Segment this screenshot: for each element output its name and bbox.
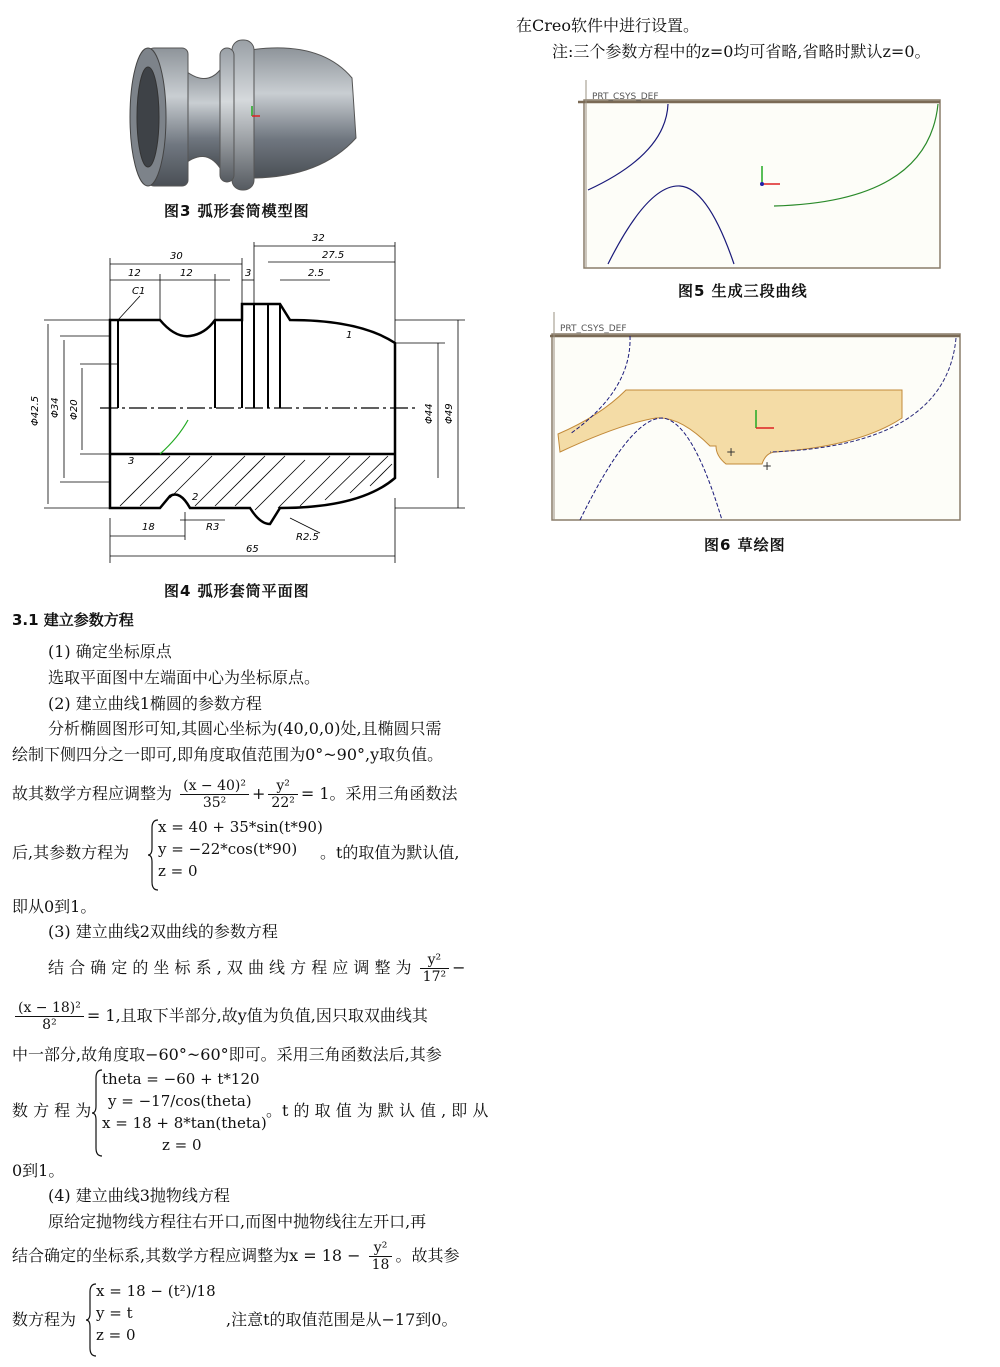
eq3-frac: $\frac{\text{y²}}{18}$ <box>369 1240 393 1273</box>
fig5-csys-label: PRT_CSYS_DEF <box>592 92 659 102</box>
right-text-line2: 注:三个参数方程中的z=0均可省略,省略时默认z=0。 <box>552 42 931 61</box>
dim-phi49: Φ49 <box>444 403 455 424</box>
sys1-line-3: z = 0 <box>158 862 198 880</box>
para-13b: 。t 的 取 值 为 默 认 值 , 即 从 <box>266 1101 489 1120</box>
fig6-sketch-image <box>530 306 970 526</box>
para-12: 中一部分,故角度取−60°~60°即可。采用三角函数法后,其参 <box>12 1045 442 1064</box>
label-curve-3: 3 <box>128 456 135 467</box>
dim-phi42-5: Φ42.5 <box>30 395 41 426</box>
svg-text:+: + <box>762 459 773 473</box>
sys2-line-3: x = 18 + 8*tan(theta) <box>102 1114 267 1132</box>
sys3-line-2: y = t <box>96 1304 133 1322</box>
para-16: 原给定抛物线方程往右开口,而图中抛物线往左开口,再 <box>48 1212 427 1231</box>
para-6: 故其数学方程应调整为 $\frac{\text{(x − 40)²}}{\text{35²}}$ + $\frac{\text{y²}}{\text{22²}}$ = 1。采用三角函数法 <box>12 778 458 811</box>
dim-32: 32 <box>312 233 325 244</box>
sys3-line-1: x = 18 − (t²)/18 <box>96 1282 216 1300</box>
dim-c1: C1 <box>132 286 146 297</box>
sys2-line-4: z = 0 <box>162 1136 202 1154</box>
para-18b: ,注意t的取值范围是从−17到0。 <box>226 1310 458 1329</box>
fig4-drawing <box>20 228 480 573</box>
para-10: 结 合 确 定 的 坐 标 系 , 双 曲 线 方 程 应 调 整 为 $\frac{\text{y²}}{\text{17²}}$ − <box>48 952 466 985</box>
section-heading: 3.1 建立参数方程 <box>12 611 134 629</box>
dim-18: 18 <box>142 522 155 533</box>
sys1 <box>158 816 323 882</box>
para-15: (4) 建立曲线3抛物线方程 <box>48 1186 230 1205</box>
fig3-model-image <box>120 18 372 194</box>
sys3 <box>96 1280 216 1346</box>
sys2 <box>102 1068 267 1156</box>
fig4-caption: 图4 弧形套筒平面图 <box>164 582 310 600</box>
para-6a: 故其数学方程应调整为 <box>12 784 173 803</box>
fig5-curves-image <box>548 74 952 274</box>
label-curve-2: 2 <box>192 492 199 503</box>
fig3-caption: 图3 弧形套筒模型图 <box>164 202 310 220</box>
fig5-caption: 图5 生成三段曲线 <box>678 282 808 300</box>
sys3-line-3: z = 0 <box>96 1326 136 1344</box>
dim-12b: 12 <box>180 268 193 279</box>
para-2: 选取平面图中左端面中心为坐标原点。 <box>48 668 321 687</box>
para-3: (2) 建立曲线1椭圆的参数方程 <box>48 694 262 713</box>
dim-65: 65 <box>246 544 259 555</box>
para-17: 结合确定的坐标系,其数学方程应调整为x = 18 − $\frac{\text{y²}}{18}$ 。故其参 <box>12 1240 460 1273</box>
sys1-line-1: x = 40 + 35*sin(t*90) <box>158 818 323 836</box>
dim-30: 30 <box>170 251 183 262</box>
para-9: (3) 建立曲线2双曲线的参数方程 <box>48 922 278 941</box>
svg-text:+: + <box>726 445 737 459</box>
dim-phi20: Φ20 <box>69 399 80 420</box>
para-8: 即从0到1。 <box>12 897 97 916</box>
fig6-csys-label: PRT_CSYS_DEF <box>560 324 627 334</box>
para-7b: 。t的取值为默认值, <box>320 843 460 862</box>
para-5: 绘制下侧四分之一即可,即角度取值范围为0°~90°,y取负值。 <box>12 745 444 764</box>
dim-r2-5: R2.5 <box>296 532 319 543</box>
para-4: 分析椭圆图形可知,其圆心坐标为(40,0,0)处,且椭圆只需 <box>48 719 442 738</box>
dim-12a: 12 <box>128 268 141 279</box>
para-1: (1) 确定坐标原点 <box>48 642 172 661</box>
para-6b: = 1。采用三角函数法 <box>300 784 458 803</box>
dim-r3: R3 <box>206 522 220 533</box>
label-curve-1: 1 <box>346 330 353 341</box>
dim-27-5: 27.5 <box>322 250 345 261</box>
para-18a: 数方程为 <box>12 1310 77 1329</box>
para-11: $\frac{\text{(x − 18)²}}{\text{8²}}$ = 1,且取下半部分,故y值为负值,因只取双曲线其 <box>12 994 428 1038</box>
eq1-frac2: $\frac{\text{y²}}{\text{22²}}$ <box>268 778 297 811</box>
dim-2-5: 2.5 <box>308 268 324 279</box>
sys2-line-2: y = −17/cos(theta) <box>108 1092 252 1110</box>
eq2-frac1: $\frac{\text{y²}}{\text{17²}}$ <box>420 952 449 985</box>
dim-phi44: Φ44 <box>424 403 435 424</box>
fig6-caption: 图6 草绘图 <box>704 536 786 554</box>
para-13a: 数 方 程 为 <box>12 1101 92 1120</box>
eq1-frac1: $\frac{\text{(x − 40)²}}{\text{35²}}$ <box>180 778 249 811</box>
right-text-line1: 在Creo软件中进行设置。 <box>516 16 699 35</box>
para-14: 0到1。 <box>12 1161 65 1180</box>
sys1-line-2: y = −22*cos(t*90) <box>158 840 298 858</box>
sys2-line-1: theta = −60 + t*120 <box>102 1070 260 1088</box>
para-7a: 后,其参数方程为 <box>12 843 130 862</box>
eq2-frac2: $\frac{\text{(x − 18)²}}{\text{8²}}$ <box>15 1000 84 1033</box>
dim-phi34: Φ34 <box>50 397 61 418</box>
dim-3: 3 <box>245 268 252 279</box>
